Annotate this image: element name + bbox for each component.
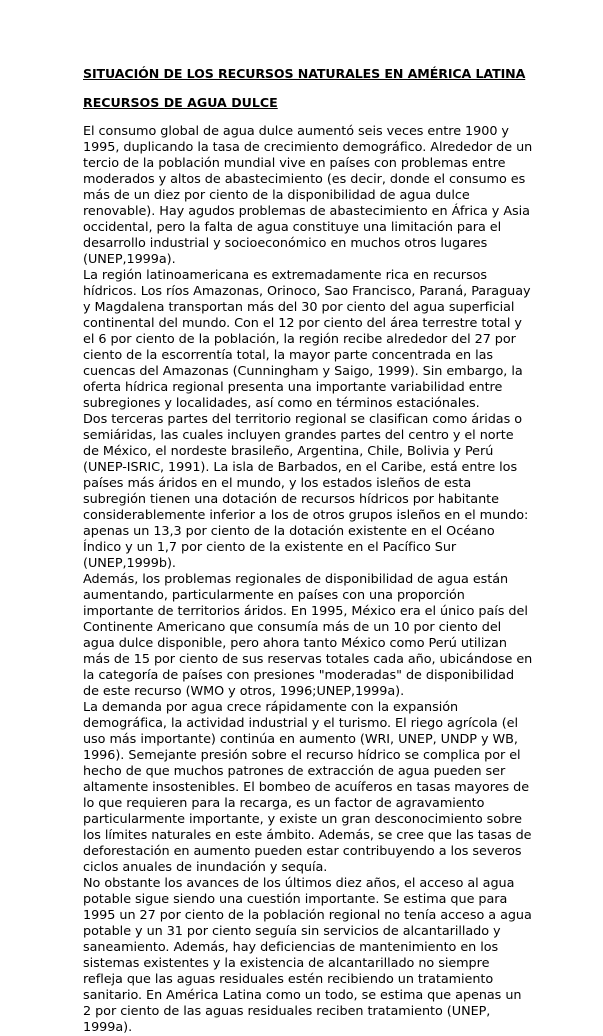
paragraph: La demanda por agua crece rápidamente con la expansión demográfica, la actividad industrial y el turismo. El riego agrícola (el uso más importante) continúa en aumento (WRI, UNEP, UNDP y WB, 1996). Semejante presión sobre el recurso hídrico se complica por el hecho de que muchos patrones de extracción de agua pueden ser altamente insostenibles. El bombeo de acuíferos en tasas mayores de lo que requieren para la recarga, es un factor de agravamiento particularmente importante, y existe un gran desconocimiento sobre los límites naturales en este ámbito. Además, se cree que las tasas de deforestación en aumento pueden estar contribuyendo a los severos ciclos anuales de inundación y sequía.: [83, 700, 532, 875]
paragraph: Además, los problemas regionales de disponibilidad de agua están aumentando, particularmente en países con una proporción importante de territorios áridos. En 1995, México era el único país del Continente Americano que consumía más de un 10 por ciento del agua dulce disponible, pero ahora tanto México como Perú utilizan más de 15 por ciento de sus reservas totales cada año, ubicándose en la categoría de países con presiones "moderadas" de disponibilidad de este recurso (WMO y otros, 1996;UNEP,1999a).: [83, 572, 533, 699]
document-page: [83, 66, 533, 1036]
body-text: [83, 124, 533, 1036]
section-heading: RECURSOS DE AGUA DULCE: [83, 95, 278, 110]
document-title: SITUACIÓN DE LOS RECURSOS NATURALES EN AMÉRICA LATINA: [83, 66, 526, 81]
paragraph: Dos terceras partes del territorio regional se clasifican como áridas o semiáridas, las cuales incluyen grandes partes del centro y el norte de México, el nordeste brasileño, Argentina, Chile, Bolivia y Perú (UNEP-ISRIC, 1991). La isla de Barbados, en el Caribe, está entre los países más áridos en el mundo, y los estados isleños de esta subregión tienen una dotación de recursos hídricos por habitante considerablemente inferior a los de otros grupos isleños en el mundo: apenas un 13,3 por ciento de la dotación existente en el Océano Índico y un 1,7 por ciento de la existente en el Pacífico Sur (UNEP,1999b).: [83, 412, 529, 571]
paragraph: No obstante los avances de los últimos diez años, el acceso al agua potable sigue siendo una cuestión importante. Se estima que para 1995 un 27 por ciento de la población regional no tenía acceso a agua potable y un 31 por ciento seguía sin servicios de alcantarillado y saneamiento. Además, hay deficiencias de mantenimiento en los sistemas existentes y la existencia de alcantarillado no siempre refleja que las aguas residuales estén recibiendo un tratamiento sanitario. En América Latina como un todo, se estima que apenas un 2 por ciento de las aguas residuales reciben tratamiento (UNEP, 1999a).: [83, 876, 532, 1035]
paragraph: La región latinoamericana es extremadamente rica en recursos hídricos. Los ríos Amazonas, Orinoco, Sao Francisco, Paraná, Paraguay y Magdalena transportan más del 30 por ciento del agua superficial continental del mundo. Con el 12 por ciento del área terrestre total y el 6 por ciento de la población, la región recibe alrededor del 27 por ciento de la escorrentía total, la mayor parte concentrada en las cuencas del Amazonas (Cunningham y Saigo, 1999). Sin embargo, la oferta hídrica regional presenta una importante variabilidad entre subregiones y localidades, así como en términos estaciónales.: [83, 268, 531, 411]
paragraph: El consumo global de agua dulce aumentó seis veces entre 1900 y 1995, duplicando la tasa de crecimiento demográfico. Alrededor de un tercio de la población mundial vive en países con problemas entre moderados y altos de abastecimiento (es decir, donde el consumo es más de un diez por ciento de la disponibilidad de agua dulce renovable). Hay agudos problemas de abastecimiento en África y Asia occidental, pero la falta de agua constituye una limitación para el desarrollo industrial y socioeconómico en muchos otros lugares (UNEP,1999a).: [83, 124, 533, 267]
